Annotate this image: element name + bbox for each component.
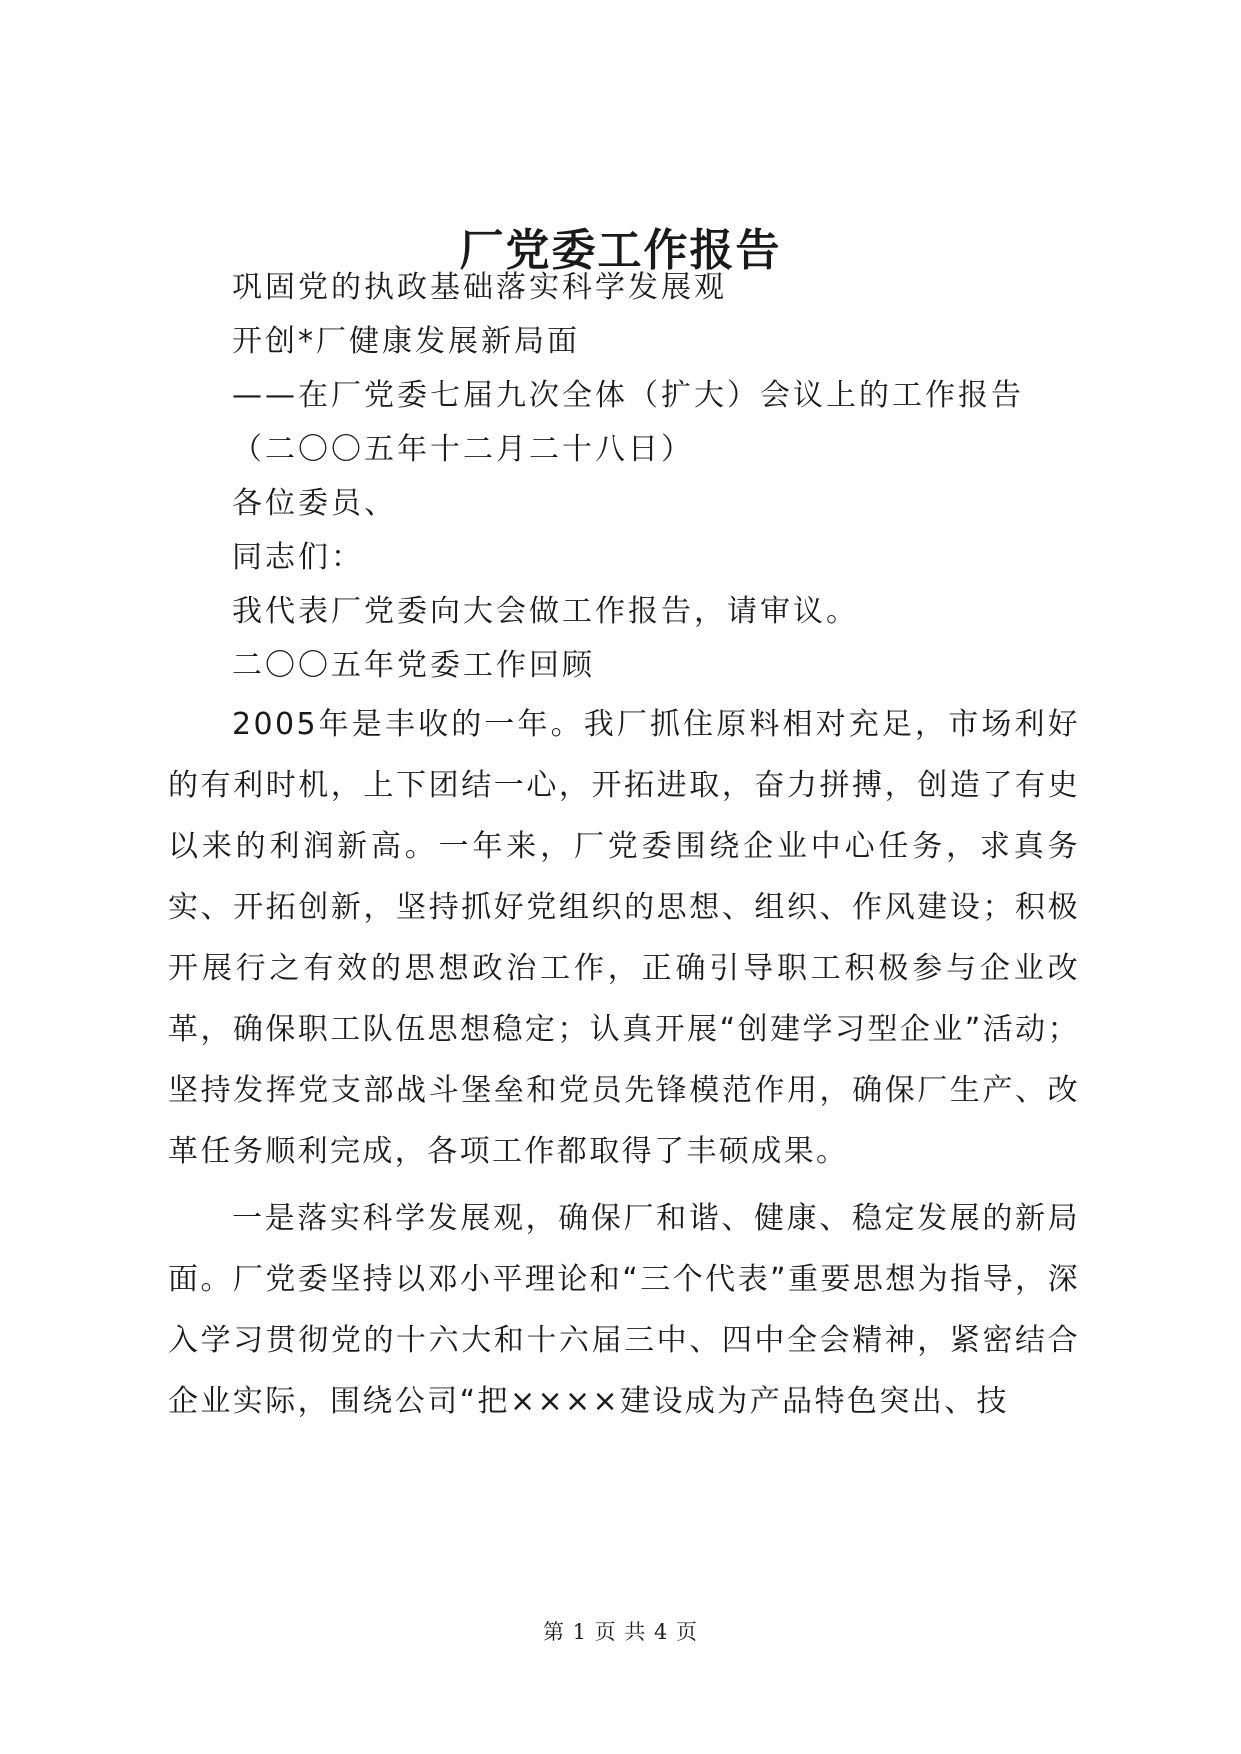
salutation-line-1: 各位委员、 — [232, 486, 397, 521]
body-paragraph-1: 2005年是丰收的一年。我厂抓住原料相对充足，市场利好的有利时机，上下团结一心，开拓进取，奋力拼搏，创造了有史以来的利润新高。一年来，厂党委围绕企业中心任务，求真务实、开拓创新，坚持抓好党组织的思想、组织、作风建设；积极开展行之有效的思想政治工作，正确引导职工积极参与企业改革，确保职工队伍思想稳定；认真开展“创建学习型企业”活动；坚持发挥党支部战斗堡垒和党员先锋模范作用，确保厂生产、改革任务顺利完成，各项工作都取得了丰硕成果。 — [168, 707, 1080, 1169]
section-heading: 二〇〇五年党委工作回顾 — [232, 648, 595, 683]
body-paragraph-2: 一是落实科学发展观，确保厂和谐、健康、稳定发展的新局面。厂党委坚持以邓小平理论和“三个代表”重要思想为指导，深入学习贯彻党的十六大和十六届三中、四中全会精神，紧密结合企业实际，围绕公司“把××××建设成为产品特色突出、技 — [168, 1201, 1080, 1419]
subtitle-line-1: 巩固党的执政基础落实科学发展观 — [232, 270, 727, 305]
salutation-line-2: 同志们： — [232, 540, 364, 575]
subtitle-line-3: ——在厂党委七届九次全体（扩大）会议上的工作报告 — [232, 378, 1024, 413]
report-date: （二〇〇五年十二月二十八日） — [232, 432, 694, 467]
document-title: 厂党委工作报告 — [459, 225, 782, 276]
page-footer: 第 1 页 共 4 页 — [542, 1620, 699, 1644]
subtitle-line-2: 开创*厂健康发展新局面 — [232, 324, 580, 359]
opening-sentence: 我代表厂党委向大会做工作报告，请审议。 — [232, 594, 859, 629]
